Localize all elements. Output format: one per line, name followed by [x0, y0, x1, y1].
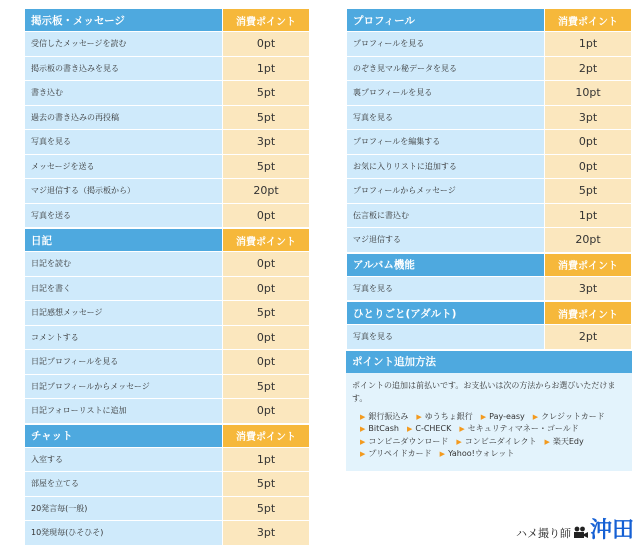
payment-method[interactable] — [360, 436, 448, 449]
section-header — [25, 9, 310, 32]
point-cost: 0pt — [223, 252, 310, 277]
table-row — [25, 203, 310, 228]
arrow-right-icon: ▶ — [360, 437, 366, 446]
table-row — [347, 130, 632, 155]
section-header — [347, 9, 632, 32]
payment-method[interactable] — [456, 436, 536, 449]
payment-method[interactable] — [533, 411, 605, 424]
point-cost: 0pt — [545, 154, 632, 179]
point-cost: 5pt — [223, 81, 310, 106]
action-label: 日記を読む — [25, 252, 223, 277]
table-row — [347, 32, 632, 57]
action-label: マジ退信する（掲示板から） — [25, 179, 223, 204]
arrow-right-icon: ▶ — [456, 437, 462, 446]
payment-methods-list — [346, 409, 632, 471]
action-label: 日記プロフィールを見る — [25, 350, 223, 375]
payment-method[interactable] — [544, 436, 583, 449]
point-cost: 1pt — [223, 56, 310, 81]
table-row — [25, 276, 310, 301]
payment-method-label: 楽天Edy — [552, 436, 584, 446]
action-label: コメントする — [25, 325, 223, 350]
table-row — [347, 325, 632, 350]
section-title: 掲示板・メッセージ — [25, 9, 223, 32]
section-header — [347, 302, 632, 325]
logo-subtitle: ハメ撮り師 — [515, 527, 571, 540]
action-label: メッセージを送る — [25, 154, 223, 179]
arrow-right-icon: ▶ — [360, 412, 366, 421]
table-row — [25, 472, 310, 497]
payment-method[interactable] — [360, 423, 399, 436]
table-row — [347, 179, 632, 204]
arrow-right-icon: ▶ — [360, 450, 366, 458]
payment-method[interactable] — [416, 411, 472, 424]
section-header — [25, 229, 310, 252]
point-cost: 0pt — [223, 203, 310, 228]
action-label: 過去の書き込みの再投稿 — [25, 105, 223, 130]
right-column — [346, 8, 632, 471]
add-points-title: ポイント追加方法 — [346, 351, 632, 373]
point-cost: 20pt — [223, 179, 310, 204]
section-title: プロフィール — [347, 9, 545, 32]
point-cost: 2pt — [545, 325, 632, 350]
table-row — [25, 399, 310, 424]
section-header — [347, 253, 632, 276]
video-camera-icon — [573, 526, 589, 540]
payment-method-label: ゆうちょ銀行 — [424, 411, 473, 421]
point-cost: 3pt — [223, 130, 310, 155]
points-table — [346, 8, 632, 253]
action-label: 日記感想メッセージ — [25, 301, 223, 326]
action-label: 10発現毎(ひそひそ) — [25, 521, 223, 546]
table-row — [25, 130, 310, 155]
action-label: 掲示板の書き込みを見る — [25, 56, 223, 81]
action-label: 書き込む — [25, 81, 223, 106]
point-cost: 20pt — [545, 228, 632, 253]
action-label: 写真を見る — [347, 325, 545, 350]
action-label: 写真を見る — [347, 276, 545, 301]
point-cost: 10pt — [545, 81, 632, 106]
action-label: 伝言板に書込む — [347, 203, 545, 228]
table-row — [25, 521, 310, 546]
action-label: プロフィールからメッセージ — [347, 179, 545, 204]
payment-method-label: Pay-easy — [489, 411, 525, 421]
point-cost: 3pt — [545, 105, 632, 130]
table-row — [25, 325, 310, 350]
action-label: 受信したメッセージを読む — [25, 32, 223, 57]
table-row — [25, 374, 310, 399]
table-row — [347, 81, 632, 106]
point-cost: 0pt — [223, 276, 310, 301]
points-column-header: 消費ポイント — [223, 424, 310, 447]
payment-method-label: コンビニダウンロード — [368, 436, 449, 446]
table-row — [347, 56, 632, 81]
point-cost: 0pt — [223, 32, 310, 57]
table-row — [347, 105, 632, 130]
arrow-right-icon: ▶ — [360, 425, 366, 433]
action-label: プロフィールを編集する — [347, 130, 545, 155]
table-row — [347, 276, 632, 301]
action-label: 裏プロフィールを見る — [347, 81, 545, 106]
action-label: プロフィールを見る — [347, 32, 545, 57]
payment-method[interactable] — [481, 411, 525, 424]
table-row — [25, 350, 310, 375]
action-label: 20発言毎(一般) — [25, 496, 223, 521]
action-label: マジ退信する — [347, 228, 545, 253]
point-cost: 5pt — [223, 154, 310, 179]
points-column-header: 消費ポイント — [545, 302, 632, 325]
arrow-right-icon: ▶ — [532, 412, 539, 421]
payment-method[interactable] — [360, 448, 432, 461]
payment-method[interactable] — [407, 423, 451, 436]
section-title: ひとりごと(アダルト) — [347, 302, 545, 325]
payment-method-label: 銀行振込み — [368, 411, 409, 421]
point-cost: 5pt — [223, 301, 310, 326]
table-row — [25, 179, 310, 204]
arrow-right-icon: ▶ — [480, 412, 487, 421]
table-row — [25, 496, 310, 521]
points-table — [346, 253, 632, 302]
table-row — [25, 105, 310, 130]
arrow-right-icon: ▶ — [406, 425, 413, 433]
points-column-header: 消費ポイント — [223, 9, 310, 32]
point-cost: 0pt — [223, 399, 310, 424]
site-logo — [516, 519, 634, 543]
point-cost: 5pt — [223, 496, 310, 521]
points-table — [24, 228, 310, 424]
payment-method-label: コンビニダイレクト — [464, 436, 537, 446]
section-header — [25, 424, 310, 447]
table-row — [25, 447, 310, 472]
points-table — [24, 424, 310, 546]
arrow-right-icon: ▶ — [439, 450, 446, 458]
payment-method-label: クレジットカード — [541, 411, 605, 421]
points-table — [24, 8, 310, 228]
point-cost: 1pt — [223, 447, 310, 472]
point-cost: 5pt — [223, 472, 310, 497]
points-column-header: 消費ポイント — [545, 9, 632, 32]
action-label: 入室する — [25, 447, 223, 472]
action-label: 日記を書く — [25, 276, 223, 301]
table-row — [25, 154, 310, 179]
table-row — [347, 154, 632, 179]
logo-name: 沖田 — [589, 518, 634, 543]
points-column-header: 消費ポイント — [223, 229, 310, 252]
point-cost: 3pt — [545, 276, 632, 301]
payment-method-label: Yahoo!ウォレット — [448, 449, 515, 458]
table-row — [25, 56, 310, 81]
payment-method[interactable] — [440, 448, 515, 461]
point-cost: 2pt — [545, 56, 632, 81]
payment-method[interactable] — [360, 411, 408, 424]
table-row — [25, 301, 310, 326]
action-label: のぞき見マル秘データを見る — [347, 56, 545, 81]
point-cost: 5pt — [545, 179, 632, 204]
table-row — [25, 32, 310, 57]
point-cost: 0pt — [223, 350, 310, 375]
payment-method-label: プリペイドカード — [368, 449, 432, 458]
table-row — [25, 252, 310, 277]
payment-method-label: C-CHECK — [415, 424, 452, 433]
point-cost: 0pt — [223, 325, 310, 350]
action-label: お気に入りリストに追加する — [347, 154, 545, 179]
left-column — [24, 8, 309, 546]
arrow-right-icon: ▶ — [544, 437, 550, 446]
action-label: 写真を見る — [25, 130, 223, 155]
point-cost: 5pt — [223, 105, 310, 130]
arrow-right-icon: ▶ — [459, 425, 465, 433]
point-cost: 5pt — [223, 374, 310, 399]
section-title: アルバム機能 — [347, 253, 545, 276]
action-label: 部屋を立てる — [25, 472, 223, 497]
payment-method-label: セキュリティマネー・ゴールド — [467, 424, 579, 433]
arrow-right-icon: ▶ — [416, 412, 422, 421]
point-cost: 1pt — [545, 32, 632, 57]
payment-method-label: BitCash — [368, 424, 399, 433]
table-row — [347, 203, 632, 228]
payment-method[interactable] — [459, 423, 578, 436]
point-cost: 0pt — [545, 130, 632, 155]
add-points-description: ポイントの追加は前払いです。お支払いは次の方法からお選びいただけます。 — [352, 380, 616, 403]
points-column-header: 消費ポイント — [545, 253, 632, 276]
action-label: 写真を見る — [347, 105, 545, 130]
action-label: 日記プロフィールからメッセージ — [25, 374, 223, 399]
points-table — [346, 301, 632, 350]
table-row — [347, 228, 632, 253]
add-points-box — [346, 351, 632, 471]
point-cost: 1pt — [545, 203, 632, 228]
point-cost: 3pt — [223, 521, 310, 546]
section-title: チャット — [25, 424, 223, 447]
action-label: 日記フォローリストに追加 — [25, 399, 223, 424]
section-title: 日記 — [25, 229, 223, 252]
action-label: 写真を送る — [25, 203, 223, 228]
table-row — [25, 81, 310, 106]
